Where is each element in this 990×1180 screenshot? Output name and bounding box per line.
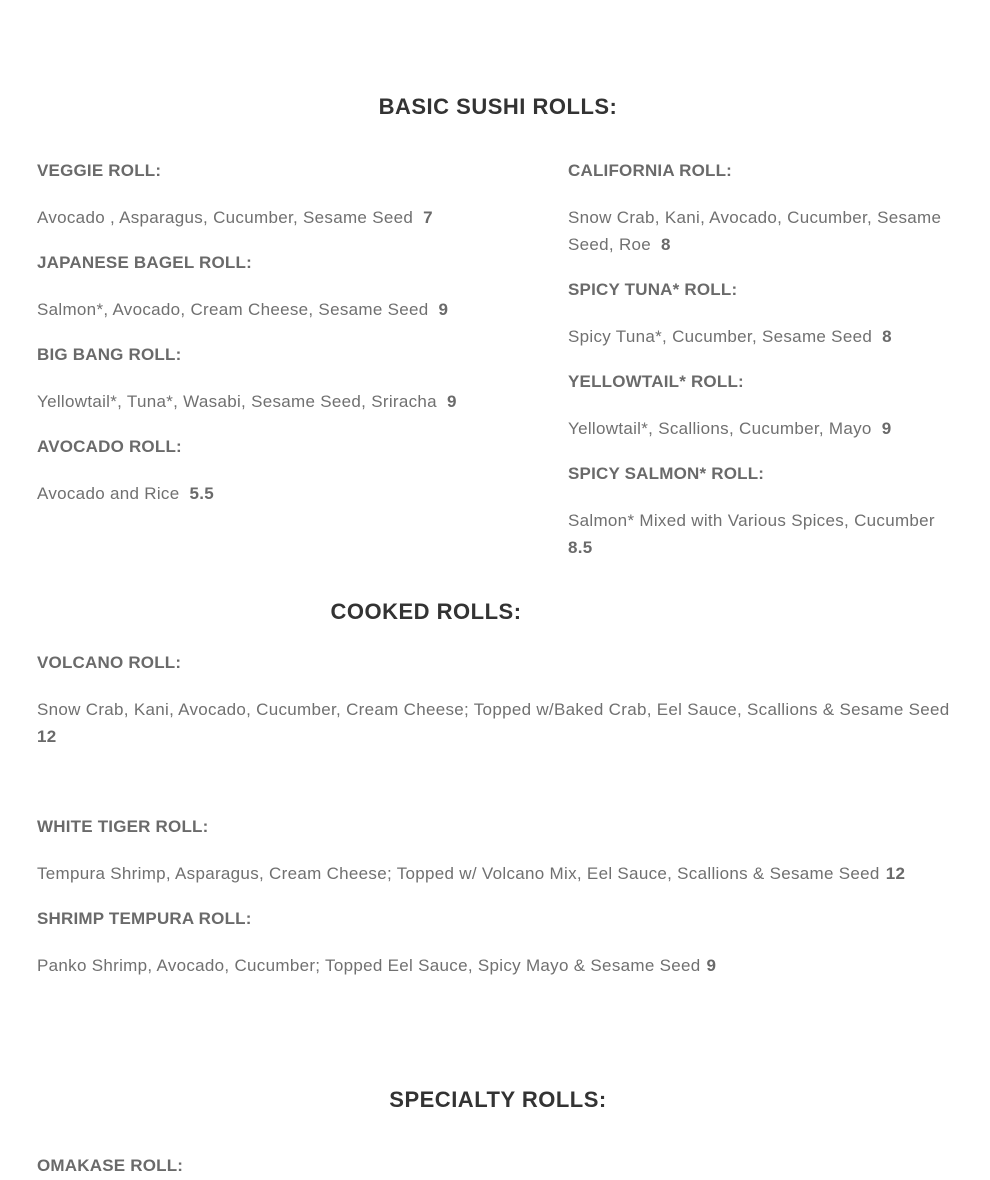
menu-item-description: Tempura Shrimp, Asparagus, Cream Cheese; Topped w/ Volcano Mix, Eel Sauce, Scallions & Sesame Seed 12 (37, 864, 906, 883)
menu-item-name: SPICY TUNA* ROLL: (568, 280, 738, 299)
menu-item-price: 9 (438, 300, 449, 319)
section-title-basic-sushi-rolls: BASIC SUSHI ROLLS: (378, 94, 618, 119)
menu-item-name: OMAKASE ROLL: (37, 1156, 184, 1175)
menu-item-name: VOLCANO ROLL: (37, 653, 182, 672)
menu-item-description: Salmon*, Avocado, Cream Cheese, Sesame Seed 9 (37, 300, 449, 319)
menu-item-price: 5.5 (189, 484, 215, 503)
menu-item-price: 9 (706, 956, 717, 975)
menu-item-description: Salmon* Mixed with Various Spices, Cucumber 8.5 (568, 511, 935, 557)
menu-item-price: 9 (881, 419, 892, 438)
menu-item-description: Snow Crab, Kani, Avocado, Cucumber, Cream Cheese; Topped w/Baked Crab, Eel Sauce, Scallions & Sesame Seed 12 (37, 700, 950, 746)
menu-item-name: WHITE TIGER ROLL: (37, 817, 209, 836)
menu-item-description: Avocado , Asparagus, Cucumber, Sesame Seed 7 (37, 208, 433, 227)
menu-item-description: Yellowtail*, Scallions, Cucumber, Mayo 9 (568, 419, 892, 438)
menu-item-name: JAPANESE BAGEL ROLL: (37, 253, 252, 272)
menu-item-name: BIG BANG ROLL: (37, 345, 182, 364)
menu-item-price: 8 (882, 327, 892, 346)
menu-item-description: Yellowtail*, Tuna*, Wasabi, Sesame Seed, Sriracha 9 (37, 392, 457, 411)
menu-item-name: SPICY SALMON* ROLL: (568, 464, 765, 483)
menu-item-price: 12 (885, 864, 906, 883)
menu-item-description: Panko Shrimp, Avocado, Cucumber; Topped Eel Sauce, Spicy Mayo & Sesame Seed 9 (37, 956, 717, 975)
menu-item-description: Avocado and Rice 5.5 (37, 484, 215, 503)
menu-item-price: 8 (661, 235, 671, 254)
menu-item-description: Spicy Tuna*, Cucumber, Sesame Seed 8 (568, 327, 892, 346)
menu-item-name: AVOCADO ROLL: (37, 437, 182, 456)
menu-item-name: CALIFORNIA ROLL: (568, 161, 733, 180)
menu-item-name: VEGGIE ROLL: (37, 161, 162, 180)
section-title-specialty-rolls: SPECIALTY ROLLS: (389, 1087, 607, 1112)
menu-item-price: 7 (423, 208, 433, 227)
menu-item-price: 9 (446, 392, 457, 411)
menu-item-price: 8.5 (568, 538, 593, 557)
section-title-cooked-rolls: COOKED ROLLS: (330, 599, 522, 624)
menu-item-description: Snow Crab, Kani, Avocado, Cucumber, Sesame Seed, Roe 8 (568, 208, 942, 254)
menu-item-price: 12 (37, 727, 57, 746)
menu-item-name: YELLOWTAIL* ROLL: (568, 372, 744, 391)
menu-item-name: SHRIMP TEMPURA ROLL: (37, 909, 252, 928)
